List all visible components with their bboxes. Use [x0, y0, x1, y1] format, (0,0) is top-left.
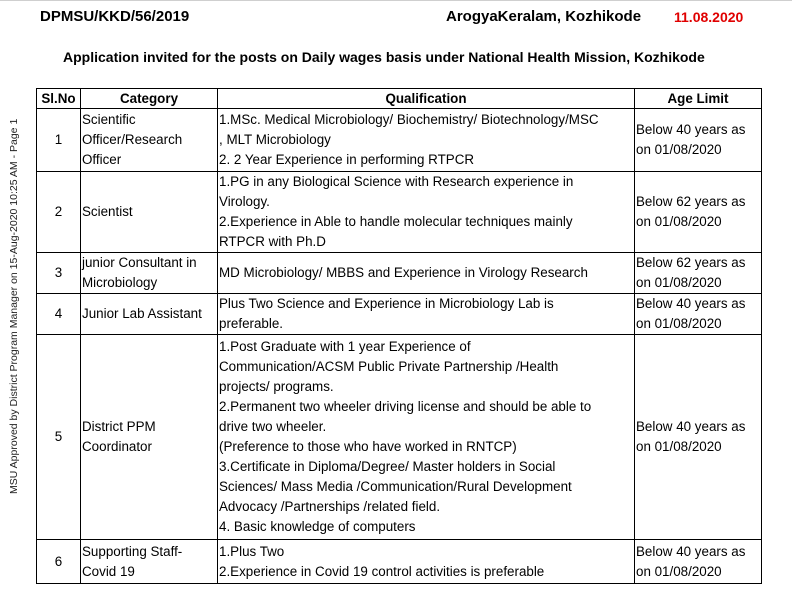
reference-number: DPMSU/KKD/56/2019	[40, 8, 190, 25]
qualification-cell-line: 2. 2 Year Experience in performing RTPCR	[219, 152, 475, 167]
qualification-cell	[218, 294, 635, 335]
qualification-cell	[218, 540, 635, 584]
category-cell-line: Covid 19	[82, 563, 135, 579]
age-limit-cell-line: on 01/08/2020	[636, 316, 722, 331]
qualification-cell-line: Sciences/ Mass Media /Communication/Rural Development	[219, 479, 572, 494]
age-limit-cell-line: on 01/08/2020	[636, 275, 722, 290]
header-age-limit: Age Limit	[635, 89, 762, 109]
age-limit-cell-line: Below 62 years as	[636, 194, 746, 209]
age-limit-cell	[635, 109, 762, 172]
table-row	[37, 253, 762, 294]
qualification-cell-line: RTPCR with Ph.D	[219, 234, 326, 249]
category-cell	[81, 294, 218, 335]
qualification-cell-line: 2.Permanent two wheeler driving license and should be able to	[219, 399, 592, 414]
table-row	[37, 294, 762, 335]
age-limit-cell-line: Below 40 years as	[636, 296, 746, 311]
header-category: Category	[81, 89, 218, 109]
table-row	[37, 109, 762, 172]
category-cell	[81, 172, 218, 253]
age-limit-cell-line: Below 40 years as	[636, 419, 746, 434]
age-limit-cell	[635, 294, 762, 335]
qualification-cell-line: Communication/ACSM Public Private Partnership /Health	[219, 359, 559, 374]
category-cell	[81, 540, 218, 584]
age-limit-cell-line: on 01/08/2020	[636, 142, 722, 157]
qualification-cell-line: 1.MSc. Medical Microbiology/ Biochemistry/ Biotechnology/MSC	[219, 112, 599, 127]
qualification-cell-line: preferable.	[219, 316, 284, 331]
age-limit-cell-line: Below 40 years as	[636, 122, 746, 137]
qualification-cell-line: , MLT Microbiology	[219, 132, 331, 147]
row-number: 2	[37, 172, 81, 253]
category-cell-line: Scientist	[82, 204, 133, 219]
header-slno: Sl.No	[37, 89, 81, 109]
table-header-row	[37, 89, 762, 109]
issue-date: 11.08.2020	[674, 9, 744, 25]
qualification-cell	[218, 109, 635, 172]
table-row	[37, 540, 762, 584]
qualification-cell-line: 4. Basic knowledge of computers	[219, 519, 416, 534]
age-limit-cell-line: on 01/08/2020	[636, 563, 722, 579]
table-row	[37, 335, 762, 540]
qualification-cell-line: 3.Certificate in Diploma/Degree/ Master holders in Social	[219, 459, 556, 474]
age-limit-cell	[635, 540, 762, 584]
qualification-cell-line: 1.Plus Two	[219, 543, 285, 559]
row-number: 3	[37, 253, 81, 294]
qualification-cell-line: 1.Post Graduate with 1 year Experience of	[219, 339, 471, 354]
category-cell	[81, 109, 218, 172]
qualification-cell-line: 2.Experience in Able to handle molecular techniques mainly	[219, 214, 573, 229]
qualification-cell-line: Plus Two Science and Experience in Microbiology Lab is	[219, 296, 554, 311]
category-cell-line: Scientific	[82, 112, 136, 127]
qualification-cell-line: (Preference to those who have worked in RNTCP)	[219, 439, 517, 454]
category-cell-line: junior Consultant in	[82, 255, 197, 270]
qualification-cell-line: MD Microbiology/ MBBS and Experience in Virology Research	[219, 265, 588, 280]
category-cell-line: District PPM	[82, 419, 156, 434]
age-limit-cell-line: on 01/08/2020	[636, 214, 722, 229]
issuing-office: ArogyaKeralam, Kozhikode	[446, 8, 642, 25]
category-cell-line: Junior Lab Assistant	[82, 306, 202, 321]
vacancy-table	[36, 88, 762, 584]
row-number: 5	[37, 335, 81, 540]
category-cell-line: Supporting Staff-	[82, 543, 183, 559]
age-limit-cell-line: Below 40 years as	[636, 543, 746, 559]
row-number: 1	[37, 109, 81, 172]
category-cell-line: Officer/Research	[82, 132, 183, 147]
qualification-cell-line: 1.PG in any Biological Science with Research experience in	[219, 174, 574, 189]
category-cell-line: Microbiology	[82, 275, 158, 290]
top-rule	[0, 0, 792, 1]
age-limit-cell	[635, 335, 762, 540]
age-limit-cell	[635, 172, 762, 253]
age-limit-cell-line: Below 62 years as	[636, 255, 746, 270]
qualification-cell-line: Advocacy /Partnerships /related field.	[219, 499, 441, 514]
qualification-cell-line: projects/ programs.	[219, 379, 334, 394]
qualification-cell	[218, 253, 635, 294]
qualification-cell	[218, 335, 635, 540]
row-number: 6	[37, 540, 81, 584]
table-row	[37, 172, 762, 253]
approval-stamp-text: MSU Approved by District Program Manager on 15-Aug-2020 10:25 AM - Page 1	[8, 118, 20, 494]
qualification-cell	[218, 172, 635, 253]
category-cell-line: Coordinator	[82, 439, 152, 454]
category-cell	[81, 253, 218, 294]
qualification-cell-line: Virology.	[219, 194, 270, 209]
qualification-cell-line: 2.Experience in Covid 19 control activities is preferable	[219, 563, 545, 579]
notice-title: Application invited for the posts on Daily wages basis under National Health Mission, Kozhikode	[63, 49, 705, 65]
category-cell-line: Officer	[82, 152, 122, 167]
row-number: 4	[37, 294, 81, 335]
age-limit-cell-line: on 01/08/2020	[636, 439, 722, 454]
qualification-cell-line: drive two wheeler.	[219, 419, 327, 434]
header-qualification: Qualification	[218, 89, 635, 109]
category-cell	[81, 335, 218, 540]
age-limit-cell	[635, 253, 762, 294]
